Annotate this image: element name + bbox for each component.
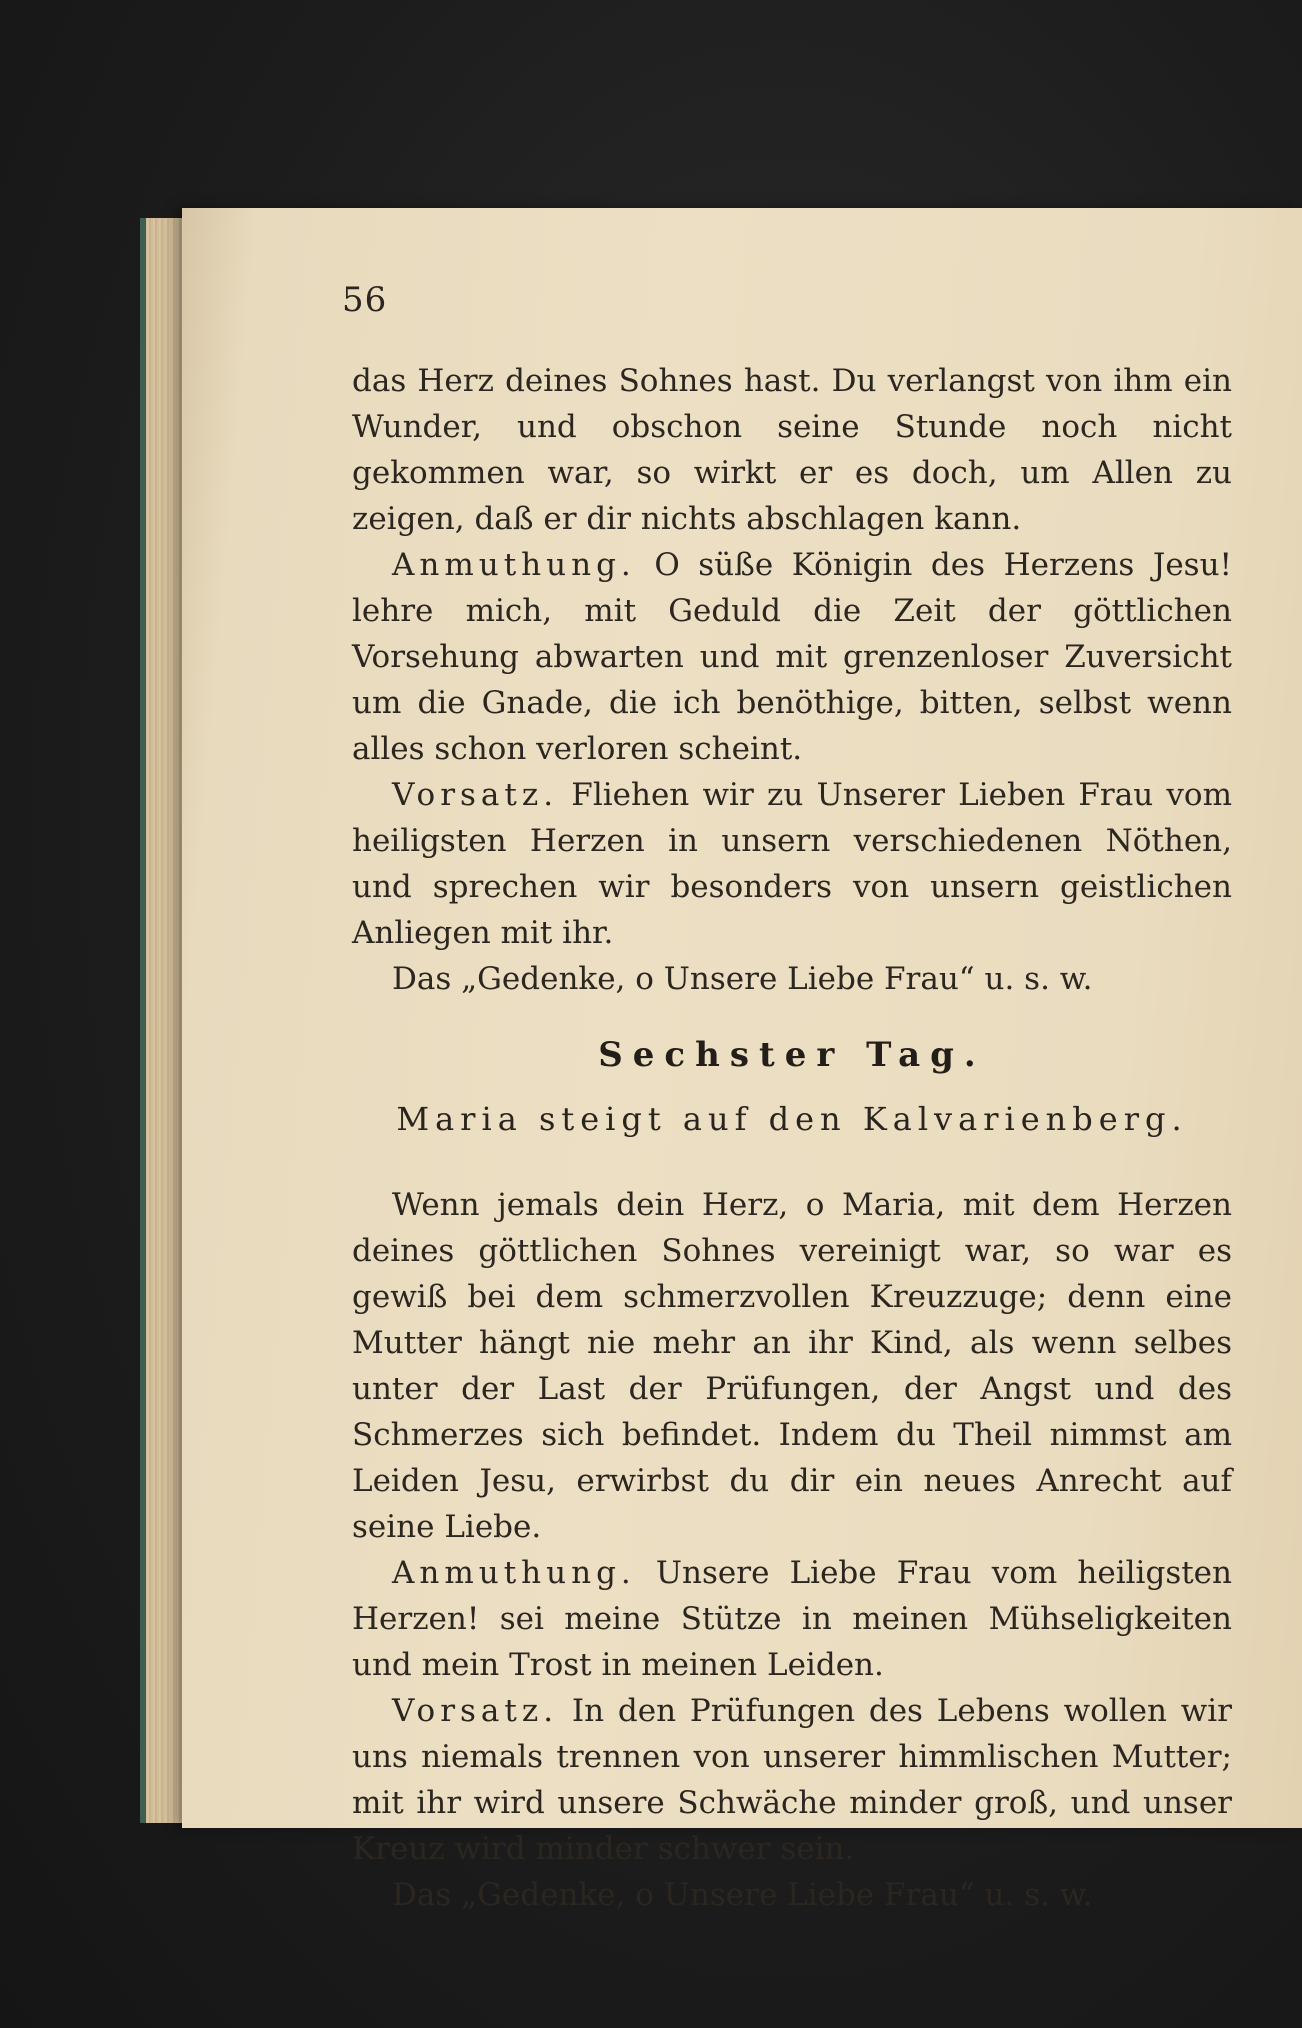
anmuthung-label-1: Anmuthung.	[392, 547, 636, 583]
paragraph-main: Wenn jemals dein Herz, o Maria, mit dem Herzen deines göttlichen Sohnes vereinigt war, so war es gewiß bei dem schmerzvollen Kreuzzuge; denn eine Mutter hängt nie mehr an ihr Kind, als wenn selbes unter der Last der Prüfungen, der Angst und des Schmerzes sich befindet. Indem du Theil nimmst am Leiden Jesu, erwirbst du dir ein neues Anrecht auf seine Liebe.	[352, 1187, 1232, 1545]
vorsatz-text-1: Fliehen wir zu Unserer Lieben Frau vom heiligsten Herzen in unsern verschiedenen Nöthen, und sprechen wir besonders von unsern geistlichen Anliegen mit ihr.	[352, 777, 1232, 951]
gedenke-line-2: Das „Gedenke, o Unsere Liebe Frau“ u. s. w.	[392, 1877, 1093, 1913]
anmuthung-text-2: Unsere Liebe Frau vom heiligsten Herzen! sei meine Stütze in meinen Mühseligkeiten und mein Trost in meinen Leiden.	[352, 1555, 1232, 1683]
page-number: 56	[342, 280, 388, 320]
page-text	[352, 358, 1232, 1918]
book-page	[182, 208, 1302, 1913]
section-heading: Sechster Tag.	[598, 1035, 986, 1075]
section-subheading: Maria steigt auf den Kalvarienberg.	[396, 1100, 1188, 1138]
paragraph-continuation: das Herz deines Sohnes hast. Du verlangst von ihm ein Wunder, und obschon seine Stunde noch nicht gekommen war, so wirkt er es doch, um Allen zu zeigen, daß er dir nichts abschlagen kann.	[352, 363, 1232, 537]
anmuthung-label-2: Anmuthung.	[392, 1555, 636, 1591]
vorsatz-paragraph-2	[352, 1688, 1232, 1872]
anmuthung-paragraph-1	[352, 542, 1232, 772]
vorsatz-label-2: Vorsatz.	[392, 1693, 559, 1729]
gedenke-line-1: Das „Gedenke, o Unsere Liebe Frau“ u. s. w.	[392, 961, 1093, 997]
vorsatz-label-1: Vorsatz.	[392, 777, 559, 813]
vorsatz-text-2: In den Prüfungen des Lebens wollen wir uns niemals trennen von unserer himmlischen Mutter; mit ihr wird unsere Schwäche minder groß, und unser Kreuz wird minder schwer sein.	[352, 1693, 1232, 1867]
anmuthung-text-1: O süße Königin des Herzens Jesu! lehre mich, mit Geduld die Zeit der göttlichen Vorsehung abwarten und mit grenzenloser Zuversicht um die Gnade, die ich benöthige, bitten, selbst wenn alles schon verloren scheint.	[352, 547, 1232, 767]
anmuthung-paragraph-2	[352, 1550, 1232, 1688]
vorsatz-paragraph-1	[352, 772, 1232, 956]
